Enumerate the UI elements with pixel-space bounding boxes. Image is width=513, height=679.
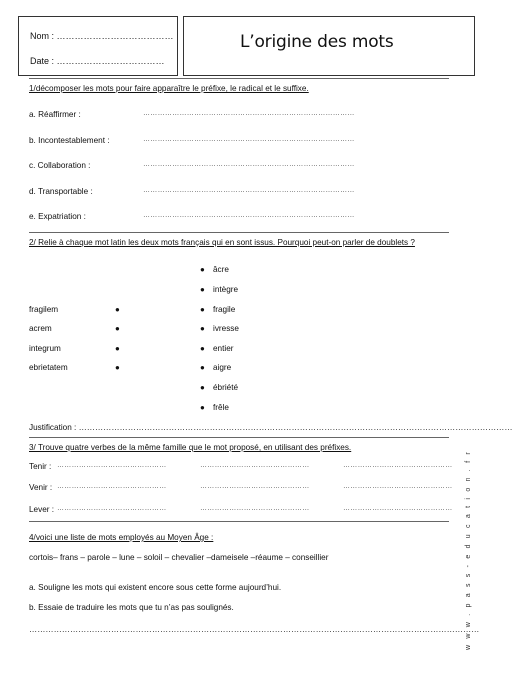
q3-answer[interactable]: ………………………………………: [343, 505, 453, 512]
q1-item-answer[interactable]: ……………………………………………………………………………: [143, 187, 355, 194]
medieval-word-list: cortois– frans – parole – lune – soloil – chevalier –dameisele –réaume – conseillier: [29, 553, 329, 562]
french-word: aigre: [213, 363, 232, 372]
q1-item-label: c. Collaboration :: [29, 161, 91, 170]
latin-word: acrem: [29, 324, 52, 333]
link-dot[interactable]: ●: [200, 403, 205, 412]
q3-row-label: Venir :: [29, 483, 53, 492]
french-word: entier: [213, 344, 234, 353]
q3-heading: 3/ Trouve quatre verbes de la même famille que le mot proposé, en utilisant des préfixes.: [29, 443, 352, 452]
website-watermark: [458, 450, 472, 650]
justification-line[interactable]: Justification : ……………………………………………………………………………………………………………………………………………: [29, 423, 513, 432]
q1-item-label: b. Incontestablement :: [29, 136, 110, 145]
latin-word: fragilem: [29, 305, 59, 314]
divider: [29, 521, 449, 522]
link-dot[interactable]: ●: [200, 265, 205, 274]
q1-heading: 1/décomposer les mots pour faire apparaître le préfixe, le radical et le suffixe.: [29, 84, 309, 93]
student-info-box: [18, 16, 178, 76]
french-word: âcre: [213, 265, 229, 274]
q3-row-label: Tenir :: [29, 462, 52, 471]
french-word: intègre: [213, 285, 239, 294]
link-dot[interactable]: ●: [200, 344, 205, 353]
link-dot[interactable]: ●: [115, 363, 120, 372]
q4-heading: 4/voici une liste de mots employés au Moyen Âge :: [29, 533, 214, 542]
q1-item-label: e. Expatriation :: [29, 212, 86, 221]
link-dot[interactable]: ●: [115, 305, 120, 314]
date-field[interactable]: Date : ………………………………: [30, 56, 165, 66]
link-dot[interactable]: ●: [200, 285, 205, 294]
q3-answer[interactable]: ………………………………………: [200, 483, 310, 490]
latin-word: integrum: [29, 344, 61, 353]
q3-answer[interactable]: ………………………………………: [200, 462, 310, 469]
q3-answer[interactable]: ………………………………………: [57, 505, 167, 512]
q4-answer-line[interactable]: …………………………………………………………………………………………………………………………………………………: [29, 625, 480, 634]
link-dot[interactable]: ●: [200, 305, 205, 314]
q3-answer[interactable]: ………………………………………: [57, 483, 167, 490]
link-dot[interactable]: ●: [200, 383, 205, 392]
q1-item-label: a. Réaffirmer :: [29, 110, 81, 119]
q3-row-label: Lever :: [29, 505, 55, 514]
french-word: ébriété: [213, 383, 239, 392]
q4-instruction-b: b. Essaie de traduire les mots que tu n’as pas soulignés.: [29, 603, 234, 612]
link-dot[interactable]: ●: [200, 324, 205, 333]
page-title: L’origine des mots: [240, 32, 394, 52]
q3-answer[interactable]: ………………………………………: [343, 462, 453, 469]
link-dot[interactable]: ●: [115, 344, 120, 353]
q3-answer[interactable]: ………………………………………: [200, 505, 310, 512]
q1-item-answer[interactable]: ……………………………………………………………………………: [143, 212, 355, 219]
french-word: ivresse: [213, 324, 239, 333]
q3-answer[interactable]: ………………………………………: [57, 462, 167, 469]
q1-item-answer[interactable]: ……………………………………………………………………………: [143, 161, 355, 168]
q4-instruction-a: a. Souligne les mots qui existent encore sous cette forme aujourd’hui.: [29, 583, 282, 592]
q1-item-label: d. Transportable :: [29, 187, 93, 196]
divider: [29, 437, 449, 438]
divider: [29, 232, 449, 233]
divider: [29, 78, 449, 79]
link-dot[interactable]: ●: [200, 363, 205, 372]
q2-heading: 2/ Relie à chaque mot latin les deux mots français qui en sont issus. Pourquoi peut-on parler de doublets ?: [29, 238, 415, 247]
nom-field[interactable]: Nom : …………………………………: [30, 31, 174, 41]
q1-item-answer[interactable]: ……………………………………………………………………………: [143, 110, 355, 117]
french-word: frêle: [213, 403, 229, 412]
q3-answer[interactable]: ………………………………………: [343, 483, 453, 490]
q1-item-answer[interactable]: ……………………………………………………………………………: [143, 136, 355, 143]
link-dot[interactable]: ●: [115, 324, 120, 333]
latin-word: ebrietatem: [29, 363, 68, 372]
watermark-text: w w w . p a s s - e d u c a t i o n . f r: [465, 450, 472, 650]
french-word: fragile: [213, 305, 236, 314]
